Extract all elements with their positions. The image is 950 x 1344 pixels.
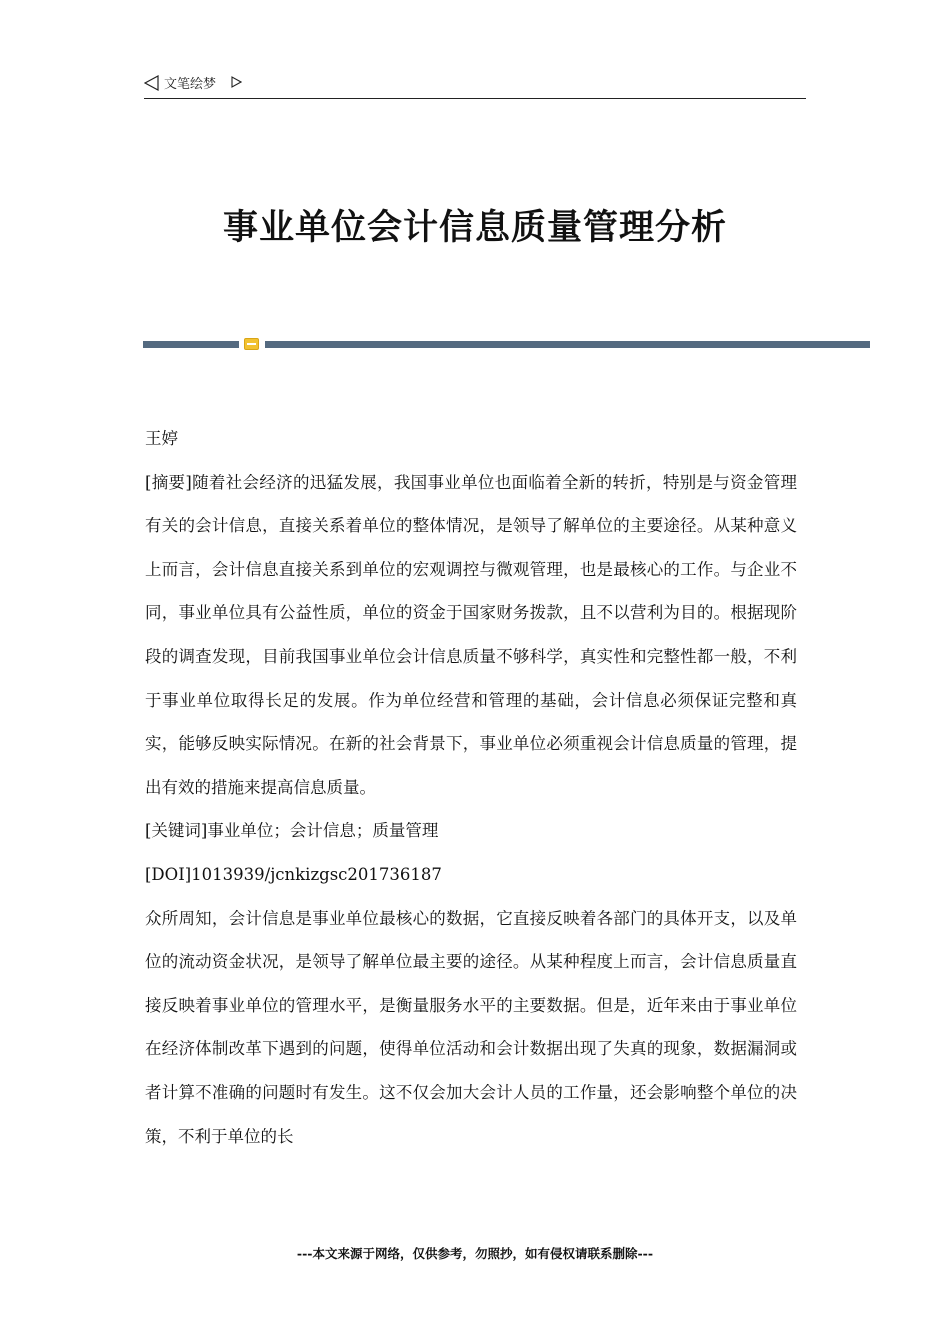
author: 王婷 xyxy=(145,429,178,448)
divider-bar-left xyxy=(143,341,239,348)
note-badge-icon xyxy=(244,338,259,350)
triangle-right-icon xyxy=(230,76,242,88)
divider-bar-right xyxy=(265,341,870,348)
body-paragraph: 众所周知，会计信息是事业单位最核心的数据，它直接反映着各部门的具体开支，以及单位的流动资金状况，是领导了解单位最主要的途径。从某种程度上而言，会计信息质量直接反映着事业单位的管理水平，是衡量服务水平的主要数据。但是，近年来由于事业单位在经济体制改革下遇到的问题，使得单位活动和会计数据出现了失真的现象，数据漏洞或者计算不准确的问题时有发生。这不仅会加大会计人员的工作量，还会影响整个单位的决策，不利于单位的长 xyxy=(145,908,797,1146)
triangle-left-icon xyxy=(144,75,160,91)
keywords-line: [关键词]事业单位；会计信息；质量管理 xyxy=(145,821,439,841)
page-header xyxy=(144,74,806,99)
abstract-paragraph: [摘要]随着社会经济的迅猛发展，我国事业单位也面临着全新的转折，特别是与资金管理有关的会计信息，直接关系着单位的整体情况，是领导了解单位的主要途径。从某种意义上而言，会计信息直接关系到单位的宏观调控与微观管理，也是最核心的工作。与企业不同，事业单位具有公益性质，单位的资金于国家财务拨款，且不以营利为目的。根据现阶段的调查发现，目前我国事业单位会计信息质量不够科学，真实性和完整性都一般，不利于事业单位取得长足的发展。作为单位经营和管理的基础，会计信息必须保证完整和真实，能够反映实际情况。在新的社会背景下，事业单位必须重视会计信息质量的管理，提出有效的措施来提高信息质量。 xyxy=(145,472,797,797)
title-divider xyxy=(143,337,870,351)
footer-disclaimer: ---本文来源于网络，仅供参考，勿照抄，如有侵权请联系删除--- xyxy=(296,1246,654,1261)
article-content xyxy=(145,417,797,1158)
header-title: 文笔绘梦 xyxy=(164,77,217,92)
document-title: 事业单位会计信息质量管理分析 xyxy=(222,208,727,248)
doi-line: [DOI]1013939/jcnkizgsc201736187 xyxy=(145,864,442,884)
